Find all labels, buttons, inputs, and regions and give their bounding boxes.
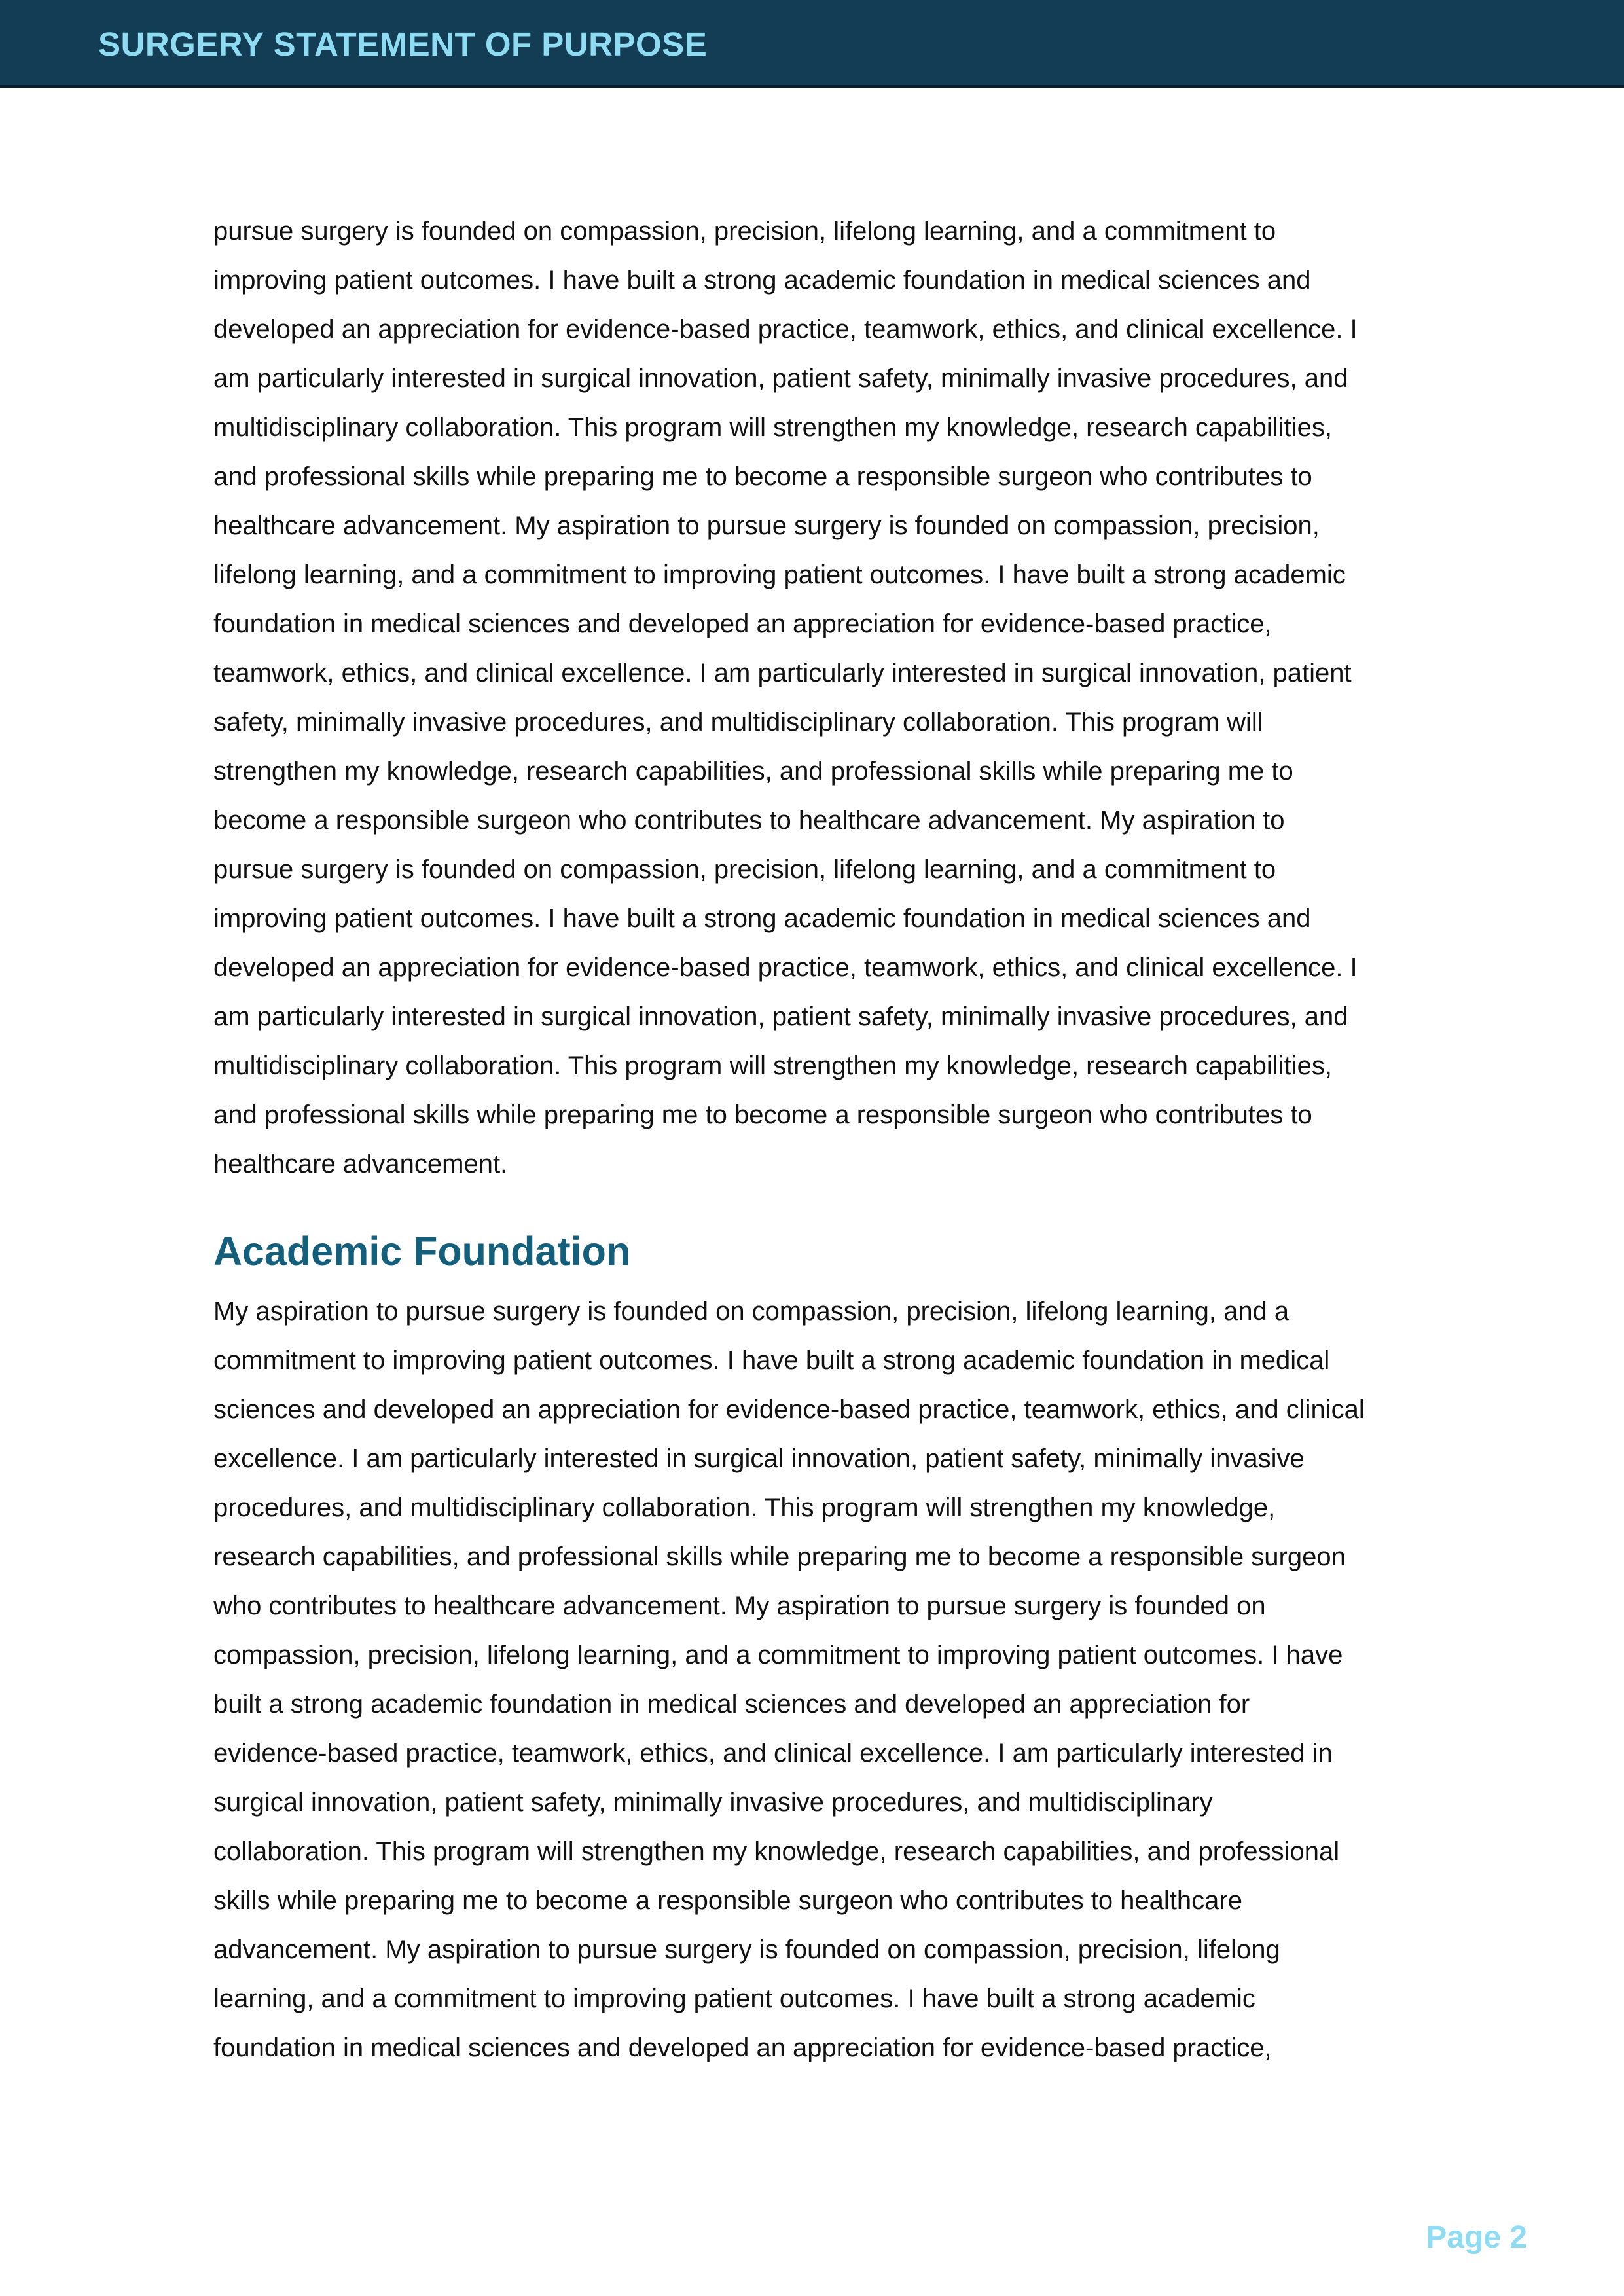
text-line: foundation in medical sciences and developed an appreciation for evidence-based practice,: [213, 2033, 1272, 2062]
text-line: become a responsible surgeon who contributes to healthcare advancement. My aspiration to: [213, 806, 1285, 835]
text-line: evidence-based practice, teamwork, ethics, and clinical excellence. I am particularly interested in: [213, 1739, 1333, 1768]
text-line: developed an appreciation for evidence-based practice, teamwork, ethics, and clinical excellence. I: [213, 953, 1358, 982]
text-line: who contributes to healthcare advancement. My aspiration to pursue surgery is founded on: [213, 1592, 1266, 1620]
text-line: pursue surgery is founded on compassion, precision, lifelong learning, and a commitment to: [213, 855, 1276, 884]
text-line: advancement. My aspiration to pursue surgery is founded on compassion, precision, lifelong: [213, 1935, 1280, 1964]
text-line: surgical innovation, patient safety, minimally invasive procedures, and multidisciplinary: [213, 1788, 1213, 1817]
text-line: and professional skills while preparing me to become a responsible surgeon who contributes to: [213, 462, 1312, 491]
text-line: improving patient outcomes. I have built a strong academic foundation in medical sciences and: [213, 266, 1311, 295]
text-line: lifelong learning, and a commitment to improving patient outcomes. I have built a strong academic: [213, 560, 1346, 589]
intro-paragraph: [213, 207, 1424, 1189]
text-line: teamwork, ethics, and clinical excellence. I am particularly interested in surgical innovation, patient: [213, 659, 1352, 687]
text-line: healthcare advancement.: [213, 1150, 508, 1178]
text-line: pursue surgery is founded on compassion, precision, lifelong learning, and a commitment to: [213, 217, 1276, 246]
text-line: My aspiration to pursue surgery is founded on compassion, precision, lifelong learning, and a: [213, 1297, 1290, 1326]
section-heading: Academic Foundation: [213, 1229, 631, 1273]
text-line: strengthen my knowledge, research capabilities, and professional skills while preparing me to: [213, 757, 1293, 786]
academic-foundation-paragraph: [213, 1287, 1424, 2073]
page-number: Page 2: [1426, 2220, 1527, 2255]
text-line: sciences and developed an appreciation for evidence-based practice, teamwork, ethics, and clinical: [213, 1395, 1365, 1424]
text-line: collaboration. This program will strengthen my knowledge, research capabilities, and professional: [213, 1837, 1340, 1866]
text-line: skills while preparing me to become a responsible surgeon who contributes to healthcare: [213, 1886, 1242, 1915]
text-line: improving patient outcomes. I have built a strong academic foundation in medical sciences and: [213, 904, 1311, 933]
text-line: foundation in medical sciences and developed an appreciation for evidence-based practice,: [213, 610, 1272, 638]
text-line: compassion, precision, lifelong learning, and a commitment to improving patient outcomes. I have: [213, 1641, 1343, 1669]
document-title: SURGERY STATEMENT OF PURPOSE: [98, 26, 708, 63]
text-line: commitment to improving patient outcomes. I have built a strong academic foundation in medical: [213, 1346, 1330, 1375]
text-line: built a strong academic foundation in medical sciences and developed an appreciation for: [213, 1690, 1250, 1719]
text-line: and professional skills while preparing me to become a responsible surgeon who contributes to: [213, 1101, 1312, 1129]
text-line: excellence. I am particularly interested in surgical innovation, patient safety, minimally invasive: [213, 1444, 1305, 1473]
text-line: research capabilities, and professional skills while preparing me to become a responsible surgeon: [213, 1542, 1346, 1571]
text-line: multidisciplinary collaboration. This program will strengthen my knowledge, research capabilities,: [213, 1051, 1332, 1080]
text-line: procedures, and multidisciplinary collaboration. This program will strengthen my knowledge,: [213, 1493, 1276, 1522]
text-line: learning, and a commitment to improving patient outcomes. I have built a strong academic: [213, 1984, 1255, 2013]
text-line: am particularly interested in surgical innovation, patient safety, minimally invasive procedures, and: [213, 1002, 1348, 1031]
header-bar: [0, 0, 1624, 88]
text-line: developed an appreciation for evidence-based practice, teamwork, ethics, and clinical excellence. I: [213, 315, 1358, 344]
text-line: healthcare advancement. My aspiration to pursue surgery is founded on compassion, precision,: [213, 511, 1320, 540]
text-line: safety, minimally invasive procedures, and multidisciplinary collaboration. This program will: [213, 708, 1263, 737]
text-line: multidisciplinary collaboration. This program will strengthen my knowledge, research capabilities,: [213, 413, 1332, 442]
text-line: am particularly interested in surgical innovation, patient safety, minimally invasive procedures, and: [213, 364, 1348, 393]
